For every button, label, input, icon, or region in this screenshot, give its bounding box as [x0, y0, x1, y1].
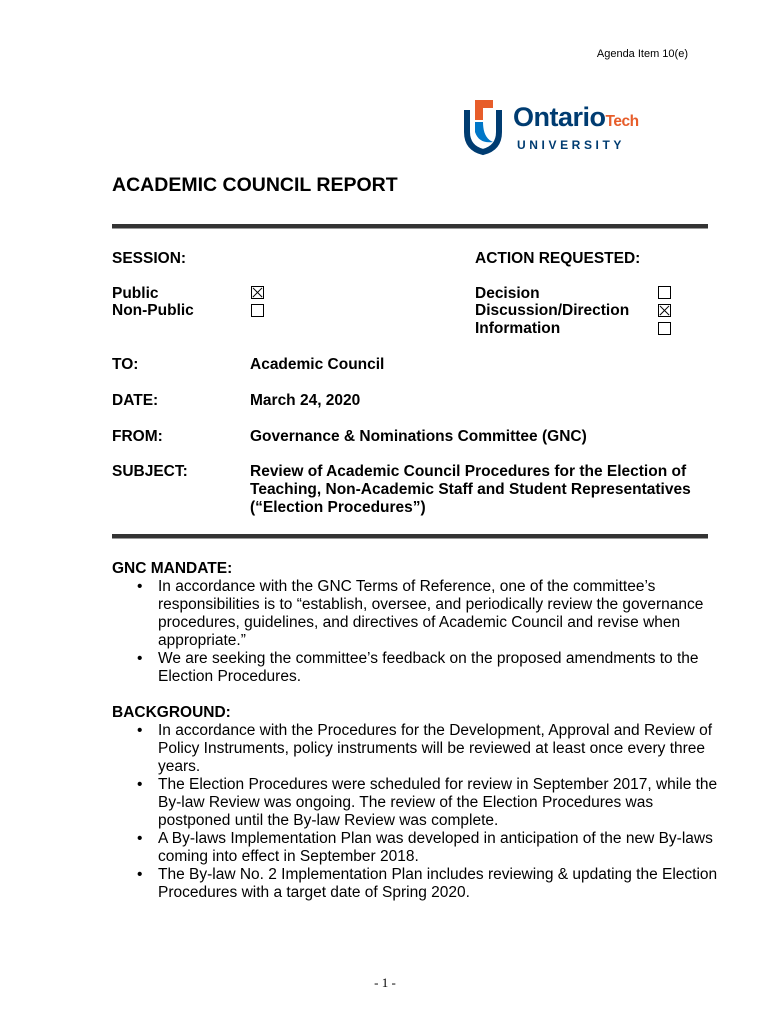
text-line: • In accordance with the Procedures for the Development, Approval and Review of — [158, 722, 713, 739]
text-line: • We are seeking the committee’s feedback on the proposed amendments to the — [158, 650, 699, 667]
list-item — [112, 830, 722, 866]
text-line: • A By-laws Implementation Plan was developed in anticipation of the new By-laws — [158, 830, 713, 847]
decision-checkbox[interactable] — [658, 286, 671, 299]
action-option-information: Information — [475, 320, 561, 337]
agenda-item-label: Agenda Item 10(e) — [596, 48, 688, 60]
non-public-checkbox[interactable] — [251, 304, 264, 317]
background-section — [112, 704, 722, 902]
action-option-discussion: Discussion/Direction — [475, 302, 630, 319]
text-line: • The By-law No. 2 Implementation Plan includes reviewing & updating the Election — [158, 866, 718, 883]
logo-word-tech: Tech — [605, 113, 639, 130]
public-checkbox[interactable] — [251, 286, 264, 299]
list-item — [112, 722, 722, 776]
text-line: procedures, guidelines, and directives of Academic Council and revise when — [158, 614, 681, 631]
background-heading: BACKGROUND: — [112, 704, 231, 721]
text-line: • The Election Procedures were scheduled for review in September 2017, while the — [158, 776, 718, 793]
mandate-section — [112, 560, 722, 686]
list-item — [112, 866, 722, 902]
report-title: ACADEMIC COUNCIL REPORT — [112, 174, 398, 196]
logo-word-ontario: Ontario — [513, 102, 606, 132]
date-label: DATE: — [112, 392, 159, 409]
ontario-tech-logo — [463, 98, 693, 156]
text-line: postponed until the By-law Review was complete. — [158, 812, 499, 829]
session-option-public: Public — [112, 285, 159, 302]
from-label: FROM: — [112, 428, 163, 445]
text-line: Policy Instruments, policy instruments will be reviewed at least once every three — [158, 740, 706, 757]
list-item — [112, 650, 722, 686]
text-line: • In accordance with the GNC Terms of Reference, one of the committee’s — [158, 578, 656, 595]
mandate-heading: GNC MANDATE: — [112, 560, 233, 577]
list-item — [112, 776, 722, 830]
logo-university: UNIVERSITY — [517, 138, 626, 152]
from-value: Governance & Nominations Committee (GNC) — [250, 428, 587, 445]
subject-label: SUBJECT: — [112, 463, 188, 480]
text-line: By-law Review was ongoing. The review of the Election Procedures was — [158, 794, 654, 811]
ontario-tech-shield-icon — [463, 98, 507, 156]
subject-line: Review of Academic Council Procedures for the Election of — [250, 463, 687, 480]
subject-line: (“Election Procedures”) — [250, 499, 426, 516]
session-option-non-public: Non-Public — [112, 302, 194, 319]
text-line: coming into effect in September 2018. — [158, 848, 419, 865]
page-number: - 1 - — [374, 975, 396, 990]
action-requested-label: ACTION REQUESTED: — [475, 250, 641, 267]
top-divider — [112, 224, 708, 229]
subject-value — [250, 463, 691, 517]
discussion-checkbox[interactable] — [658, 304, 671, 317]
date-value: March 24, 2020 — [250, 392, 361, 409]
list-item — [112, 578, 722, 650]
subject-line: Teaching, Non-Academic Staff and Student Representatives — [250, 481, 691, 498]
to-label: TO: — [112, 356, 139, 373]
action-option-decision: Decision — [475, 285, 540, 302]
information-checkbox[interactable] — [658, 322, 671, 335]
text-line: appropriate.” — [158, 632, 246, 649]
text-line: Election Procedures. — [158, 668, 302, 685]
session-label: SESSION: — [112, 250, 187, 267]
to-value: Academic Council — [250, 356, 385, 373]
middle-divider — [112, 534, 708, 539]
text-line: responsibilities is to “establish, oversee, and periodically review the governance — [158, 596, 704, 613]
text-line: Procedures with a target date of Spring 2020. — [158, 884, 470, 901]
text-line: years. — [158, 758, 201, 775]
